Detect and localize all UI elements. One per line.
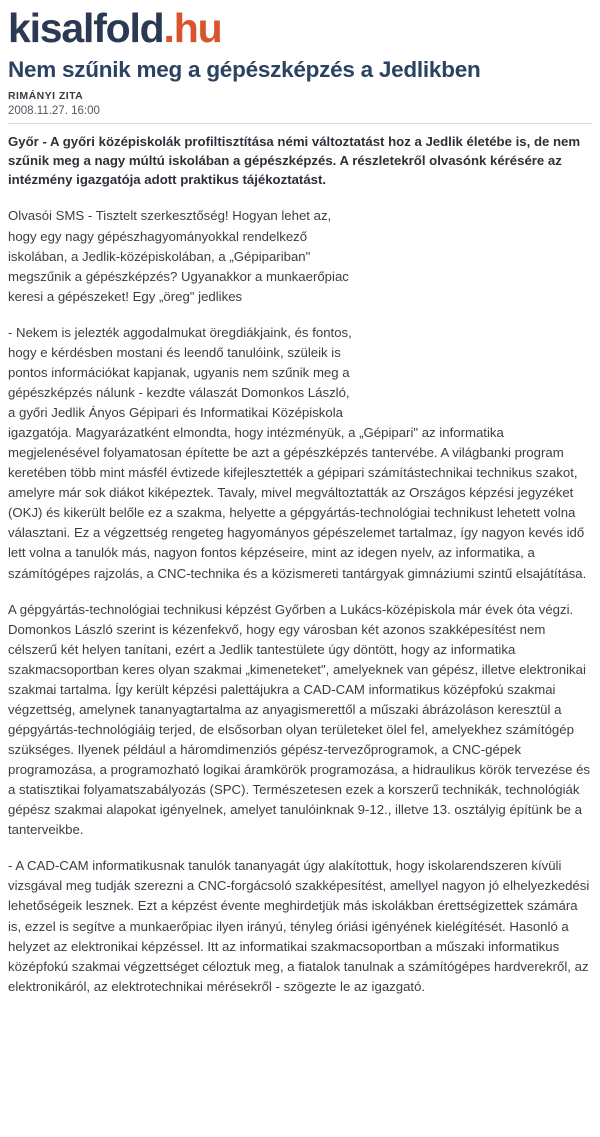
inset-media-gutter bbox=[370, 323, 592, 415]
article-paragraph bbox=[8, 856, 592, 996]
paragraph-text: - A CAD-CAM informatikusnak tanulók tananyagát úgy alakítottuk, hogy iskolarendszeren kívüli vizsgával meg tudják szerezni a CNC-forgácsoló szakképesítést, amellyel nagyon jó elhelyezkedési lehetőségeik lesznek. Ezt a képzést évente meghirdetjük más iskolákban érettségizettek számára is, ezzel is segítve a munkaerőpiac ilyen irányú, tényleg óriási igényének kielégítését. Hasonló a helyzet az elektronikai képzéssel. Itt az informatikai szakmacsoportban a műszaki informatikus középfokú szakmai végzettséget céloztuk meg, a fiatalok tanulnak a számítógépes hardverekről, az elektronikáról, az elektrotechnikai mérésekről - szögezte le az igazgató. bbox=[8, 858, 590, 994]
brand-tld: .hu bbox=[163, 5, 222, 51]
header-divider bbox=[8, 123, 592, 124]
page-title: Nem szűnik meg a gépészképzés a Jedlikben bbox=[8, 57, 481, 83]
paragraph-text: Olvasói SMS - Tisztelt szerkesztőség! Hogyan lehet az, hogy egy nagy gépészhagyományokkal rendelkező iskolában, a Jedlik-középiskolában, a „Gépipariban" megszűnik a gépészképzés? Ugyanakkor a munkaerőpiac keresi a gépészeket! Egy „öreg" jedlikes bbox=[8, 208, 349, 304]
brand-name: kisalfold bbox=[8, 5, 164, 51]
article-paragraph bbox=[8, 600, 592, 841]
article-paragraph bbox=[8, 323, 592, 584]
article-author: RIMÁNYI ZITA bbox=[8, 90, 84, 103]
inset-media-gutter bbox=[370, 206, 592, 314]
paragraph-text: - Nekem is jelezték aggodalmukat öregdiákjaink, és fontos, hogy e kérdésben mostani és leendő tanulóink, szüleik is pontos információkat kapjanak, ugyanis nem szűnik meg a gépészképzés nálunk - kezdte válaszát Domonkos László, a győri Jedlik Ányos Gépipari és Informatikai Középiskola igazgatója. Magyarázatként elmondta, hogy intézményük, a „Gépipari" az informatika megjelenésével folyamatosan építette be azt a gépészképzés tantervébe. A világbanki program keretében több mint másfél évtizede kifejlesztették a gépipari számítástechnikai technikus szakot, amelyre már sok diákot kiképeztek. Tavaly, mivel megváltoztatták az Országos képzési jegyzéket (OKJ) és kikerült belőle ez a szakma, helyette a gépgyártás-technológiai technikust lehetett volna választani. Ez a végzettség rengeteg hagyományos gépészelemet tartalmaz, így nagyon kevés idő lett volna a tanulók más, nagyon fontos képzéseire, mint az idegen nyelv, az informatika, a számítógépes rajzolás, a CNC-technika és a közismereti tantárgyak gimnáziumi szintű elsajátítása. bbox=[8, 324, 587, 581]
article-timestamp: 2008.11.27. 16:00 bbox=[8, 105, 100, 118]
paragraph-text: A gépgyártás-technológiai technikusi képzést Győrben a Lukács-középiskola már évek óta végzi. Domonkos László szerint is kézenfekvő, hogy egy városban két azonos szakképesítést nem célszerű két helyen tanítani, ezért a Jedlik tantestülete úgy döntött, hogy az informatika szakmacsoportban keres olyan szakmai „kimeneteket", amelyeknek van gépész, illetve elektronikai szakmai tartalma. Így került képzési palettájukra a CAD-CAM informatikus középfokú szakmai végzettség, amelynek tananyagtartalma az anyagismerettől a műszaki ábrázoláson keresztül a gépgyártás-technológiáig terjed, de elsősorban olyan területeket ölel fel, amelyekhez számítógép szükséges. Ilyenek például a háromdimenziós gépész-tervezőprogramok, a CNC-gépek programozása, a programozható logikai áramkörök programozása, a hidraulikus körök tervezése és a statisztikai folyamatszabályozás (SPC). Természetesen ezek a korszerű technikák, technológiák gépész szakmai alapokat igényelnek, amelyet tanulóinknak 9-12., illetve 13. osztályig építünk be a tanterveikbe. bbox=[8, 601, 590, 838]
article-paragraph bbox=[8, 206, 592, 306]
article-lead: Győr - A győri középiskolák profiltisztítása némi változtatást hoz a Jedlik életébe is, de nem szűnik meg a nagy múltú iskolában a gépészképzés. A részletekről olvasónk kérésére az intézmény igazgatója adott praktikus tájékoztatást. bbox=[8, 134, 581, 187]
article-body bbox=[8, 206, 592, 996]
site-logo[interactable] bbox=[8, 6, 592, 50]
